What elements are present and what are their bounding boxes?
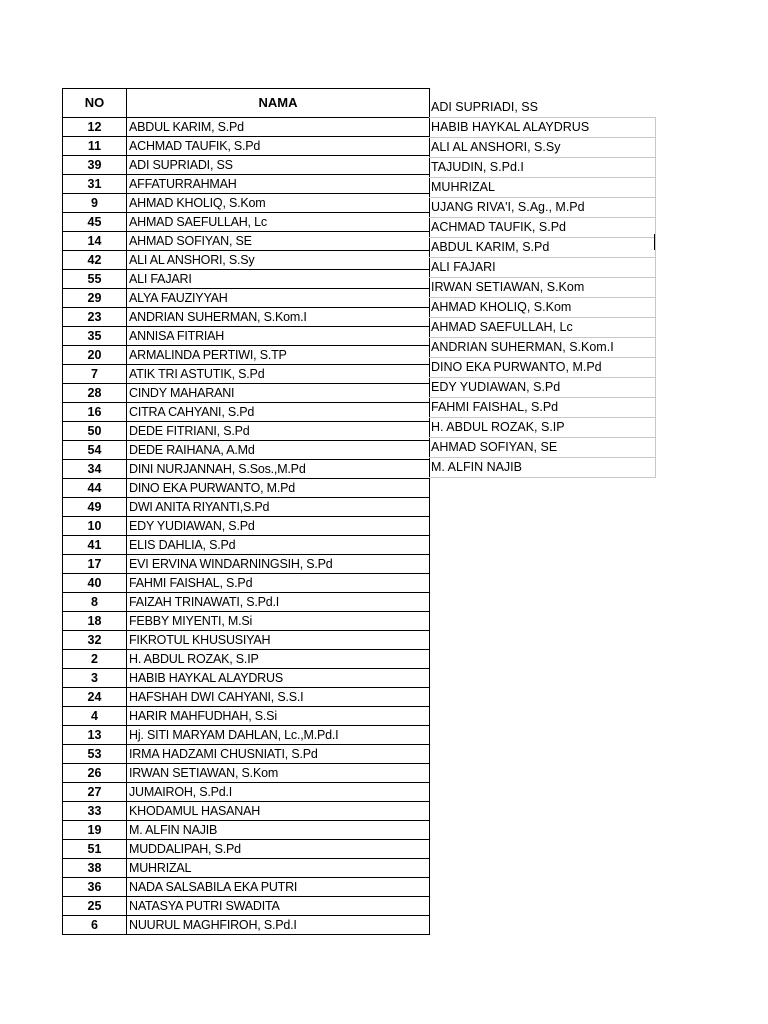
list-item	[429, 278, 655, 298]
cell-no[interactable]: 34	[63, 460, 127, 479]
cell-nama[interactable]: DWI ANITA RIYANTI,S.Pd	[127, 498, 430, 517]
table-row	[63, 118, 430, 137]
cell-no[interactable]: 17	[63, 555, 127, 574]
cell-nama[interactable]: CITRA CAHYANI, S.Pd	[127, 403, 430, 422]
cell-no[interactable]: 6	[63, 916, 127, 935]
table-row	[63, 688, 430, 707]
cell-no[interactable]: 10	[63, 517, 127, 536]
cell-nama[interactable]: AHMAD SOFIYAN, SE	[127, 232, 430, 251]
cell-no[interactable]: 38	[63, 859, 127, 878]
list-item	[429, 418, 655, 438]
cell-no[interactable]: 13	[63, 726, 127, 745]
cell-nama[interactable]: JUMAIROH, S.Pd.I	[127, 783, 430, 802]
side-list-cell[interactable]: M. ALFIN NAJIB	[429, 458, 655, 478]
side-name-list	[429, 98, 656, 478]
table-row	[63, 574, 430, 593]
cell-no[interactable]: 14	[63, 232, 127, 251]
cell-nama[interactable]: EDY YUDIAWAN, S.Pd	[127, 517, 430, 536]
cell-no[interactable]: 35	[63, 327, 127, 346]
table-row	[63, 897, 430, 916]
cell-no[interactable]: 39	[63, 156, 127, 175]
cell-nama[interactable]: ANNISA FITRIAH	[127, 327, 430, 346]
side-list-cell[interactable]: EDY YUDIAWAN, S.Pd	[429, 378, 655, 398]
cell-nama[interactable]: NADA SALSABILA EKA PUTRI	[127, 878, 430, 897]
cell-no[interactable]: 40	[63, 574, 127, 593]
list-item	[429, 258, 655, 278]
cell-nama[interactable]: CINDY MAHARANI	[127, 384, 430, 403]
cell-nama[interactable]: DINO EKA PURWANTO, M.Pd	[127, 479, 430, 498]
list-item	[429, 198, 655, 218]
side-list-cell[interactable]: IRWAN SETIAWAN, S.Kom	[429, 278, 655, 298]
table-header-row	[63, 89, 430, 118]
cell-no[interactable]: 2	[63, 650, 127, 669]
list-item	[429, 118, 655, 138]
table-row	[63, 441, 430, 460]
cell-no[interactable]: 27	[63, 783, 127, 802]
cell-no[interactable]: 53	[63, 745, 127, 764]
table-row	[63, 878, 430, 897]
table-row	[63, 555, 430, 574]
cell-cursor	[654, 234, 655, 250]
table-row	[63, 669, 430, 688]
cell-no[interactable]: 26	[63, 764, 127, 783]
cell-no[interactable]: 9	[63, 194, 127, 213]
cell-no[interactable]: 41	[63, 536, 127, 555]
cell-no[interactable]: 4	[63, 707, 127, 726]
cell-nama[interactable]: FAIZAH TRINAWATI, S.Pd.I	[127, 593, 430, 612]
cell-nama[interactable]: M. ALFIN NAJIB	[127, 821, 430, 840]
cell-nama[interactable]: ANDRIAN SUHERMAN, S.Kom.I	[127, 308, 430, 327]
side-list-cell[interactable]: ACHMAD TAUFIK, S.Pd	[429, 218, 655, 238]
cell-nama[interactable]: KHODAMUL HASANAH	[127, 802, 430, 821]
cell-nama[interactable]: HABIB HAYKAL ALAYDRUS	[127, 669, 430, 688]
cell-nama[interactable]: FEBBY MIYENTI, M.Si	[127, 612, 430, 631]
cell-nama[interactable]: MUHRIZAL	[127, 859, 430, 878]
cell-nama[interactable]: NATASYA PUTRI SWADITA	[127, 897, 430, 916]
table-row	[63, 859, 430, 878]
cell-no[interactable]: 25	[63, 897, 127, 916]
table-row	[63, 631, 430, 650]
list-item	[429, 318, 655, 338]
table-row	[63, 422, 430, 441]
cell-nama[interactable]: DINI NURJANNAH, S.Sos.,M.Pd	[127, 460, 430, 479]
cell-no[interactable]: 54	[63, 441, 127, 460]
cell-nama[interactable]: IRWAN SETIAWAN, S.Kom	[127, 764, 430, 783]
cell-no[interactable]: 24	[63, 688, 127, 707]
table-row	[63, 479, 430, 498]
table-row	[63, 213, 430, 232]
list-item	[429, 218, 655, 238]
table-row	[63, 308, 430, 327]
table-row	[63, 916, 430, 935]
cell-no[interactable]: 42	[63, 251, 127, 270]
cell-nama[interactable]: AHMAD KHOLIQ, S.Kom	[127, 194, 430, 213]
column-header-no: NO	[63, 89, 127, 118]
side-list-cell[interactable]: UJANG RIVA'I, S.Ag., M.Pd	[429, 198, 655, 218]
side-list-cell[interactable]: DINO EKA PURWANTO, M.Pd	[429, 358, 655, 378]
cell-no[interactable]: 45	[63, 213, 127, 232]
cell-nama[interactable]: DEDE FITRIANI, S.Pd	[127, 422, 430, 441]
cell-no[interactable]: 8	[63, 593, 127, 612]
list-item	[429, 158, 655, 178]
side-list-cell[interactable]: FAHMI FAISHAL, S.Pd	[429, 398, 655, 418]
cell-nama[interactable]: DEDE RAIHANA, A.Md	[127, 441, 430, 460]
employee-table	[62, 88, 430, 935]
cell-nama[interactable]: HAFSHAH DWI CAHYANI, S.S.I	[127, 688, 430, 707]
table-row	[63, 650, 430, 669]
cell-nama[interactable]: ATIK TRI ASTUTIK, S.Pd	[127, 365, 430, 384]
list-item	[429, 98, 655, 118]
table-row	[63, 384, 430, 403]
cell-no[interactable]: 49	[63, 498, 127, 517]
table-row	[63, 821, 430, 840]
cell-no[interactable]: 50	[63, 422, 127, 441]
side-list-cell[interactable]: ADI SUPRIADI, SS	[429, 98, 655, 118]
table-row	[63, 745, 430, 764]
cell-nama[interactable]: H. ABDUL ROZAK, S.IP	[127, 650, 430, 669]
cell-nama[interactable]: ELIS DAHLIA, S.Pd	[127, 536, 430, 555]
table-row	[63, 593, 430, 612]
table-row	[63, 802, 430, 821]
side-list-cell[interactable]: HABIB HAYKAL ALAYDRUS	[429, 118, 655, 138]
cell-no[interactable]: 16	[63, 403, 127, 422]
cell-no[interactable]: 23	[63, 308, 127, 327]
cell-nama[interactable]: IRMA HADZAMI CHUSNIATI, S.Pd	[127, 745, 430, 764]
table-row	[63, 289, 430, 308]
table-row	[63, 840, 430, 859]
list-item	[429, 178, 655, 198]
cell-nama[interactable]: AFFATURRAHMAH	[127, 175, 430, 194]
list-item	[429, 338, 655, 358]
table-row	[63, 365, 430, 384]
side-list-cell[interactable]: ALI AL ANSHORI, S.Sy	[429, 138, 655, 158]
cell-nama[interactable]: ADI SUPRIADI, SS	[127, 156, 430, 175]
cell-nama[interactable]: ALI AL ANSHORI, S.Sy	[127, 251, 430, 270]
table-row	[63, 726, 430, 745]
table-row	[63, 460, 430, 479]
cell-nama[interactable]: HARIR MAHFUDHAH, S.Si	[127, 707, 430, 726]
cell-nama[interactable]: ABDUL KARIM, S.Pd	[127, 118, 430, 137]
cell-nama[interactable]: MUDDALIPAH, S.Pd	[127, 840, 430, 859]
side-list-cell[interactable]: AHMAD SAEFULLAH, Lc	[429, 318, 655, 338]
list-item	[429, 238, 655, 258]
table-row	[63, 764, 430, 783]
cell-no[interactable]: 51	[63, 840, 127, 859]
list-item	[429, 438, 655, 458]
table-row	[63, 232, 430, 251]
table-row	[63, 498, 430, 517]
cell-no[interactable]: 12	[63, 118, 127, 137]
cell-no[interactable]: 3	[63, 669, 127, 688]
list-item	[429, 378, 655, 398]
table-row	[63, 251, 430, 270]
cell-nama[interactable]: ALYA FAUZIYYAH	[127, 289, 430, 308]
cell-nama[interactable]: ACHMAD TAUFIK, S.Pd	[127, 137, 430, 156]
table-row	[63, 783, 430, 802]
table-row	[63, 327, 430, 346]
cell-no[interactable]: 11	[63, 137, 127, 156]
side-list-cell[interactable]: MUHRIZAL	[429, 178, 655, 198]
table-row	[63, 707, 430, 726]
cell-no[interactable]: 31	[63, 175, 127, 194]
table-row	[63, 194, 430, 213]
cell-no[interactable]: 32	[63, 631, 127, 650]
side-list-cell[interactable]: TAJUDIN, S.Pd.I	[429, 158, 655, 178]
table-row	[63, 156, 430, 175]
cell-nama[interactable]: Hj. SITI MARYAM DAHLAN, Lc.,M.Pd.I	[127, 726, 430, 745]
cell-nama[interactable]: AHMAD SAEFULLAH, Lc	[127, 213, 430, 232]
table-row	[63, 517, 430, 536]
list-item	[429, 398, 655, 418]
table-row	[63, 536, 430, 555]
cell-no[interactable]: 7	[63, 365, 127, 384]
cell-no[interactable]: 36	[63, 878, 127, 897]
side-list-cell[interactable]: AHMAD KHOLIQ, S.Kom	[429, 298, 655, 318]
cell-nama[interactable]: NUURUL MAGHFIROH, S.Pd.I	[127, 916, 430, 935]
cell-no[interactable]: 19	[63, 821, 127, 840]
table-row	[63, 270, 430, 289]
list-item	[429, 458, 655, 478]
table-row	[63, 403, 430, 422]
column-header-nama: NAMA	[127, 89, 430, 118]
side-list-cell[interactable]: ALI FAJARI	[429, 258, 655, 278]
side-list-cell[interactable]: H. ABDUL ROZAK, S.IP	[429, 418, 655, 438]
cell-no[interactable]: 29	[63, 289, 127, 308]
cell-no[interactable]: 55	[63, 270, 127, 289]
cell-no[interactable]: 33	[63, 802, 127, 821]
cell-nama[interactable]: EVI ERVINA WINDARNINGSIH, S.Pd	[127, 555, 430, 574]
list-item	[429, 358, 655, 378]
cell-no[interactable]: 28	[63, 384, 127, 403]
table-row	[63, 175, 430, 194]
side-list-cell[interactable]: ABDUL KARIM, S.Pd	[429, 238, 655, 258]
cell-no[interactable]: 18	[63, 612, 127, 631]
side-list-cell[interactable]: ANDRIAN SUHERMAN, S.Kom.I	[429, 338, 655, 358]
table-row	[63, 612, 430, 631]
side-list-cell[interactable]: AHMAD SOFIYAN, SE	[429, 438, 655, 458]
cell-nama[interactable]: ARMALINDA PERTIWI, S.TP	[127, 346, 430, 365]
cell-nama[interactable]: FIKROTUL KHUSUSIYAH	[127, 631, 430, 650]
cell-nama[interactable]: FAHMI FAISHAL, S.Pd	[127, 574, 430, 593]
list-item	[429, 298, 655, 318]
cell-nama[interactable]: ALI FAJARI	[127, 270, 430, 289]
cell-no[interactable]: 44	[63, 479, 127, 498]
list-item	[429, 138, 655, 158]
cell-no[interactable]: 20	[63, 346, 127, 365]
table-row	[63, 137, 430, 156]
table-row	[63, 346, 430, 365]
